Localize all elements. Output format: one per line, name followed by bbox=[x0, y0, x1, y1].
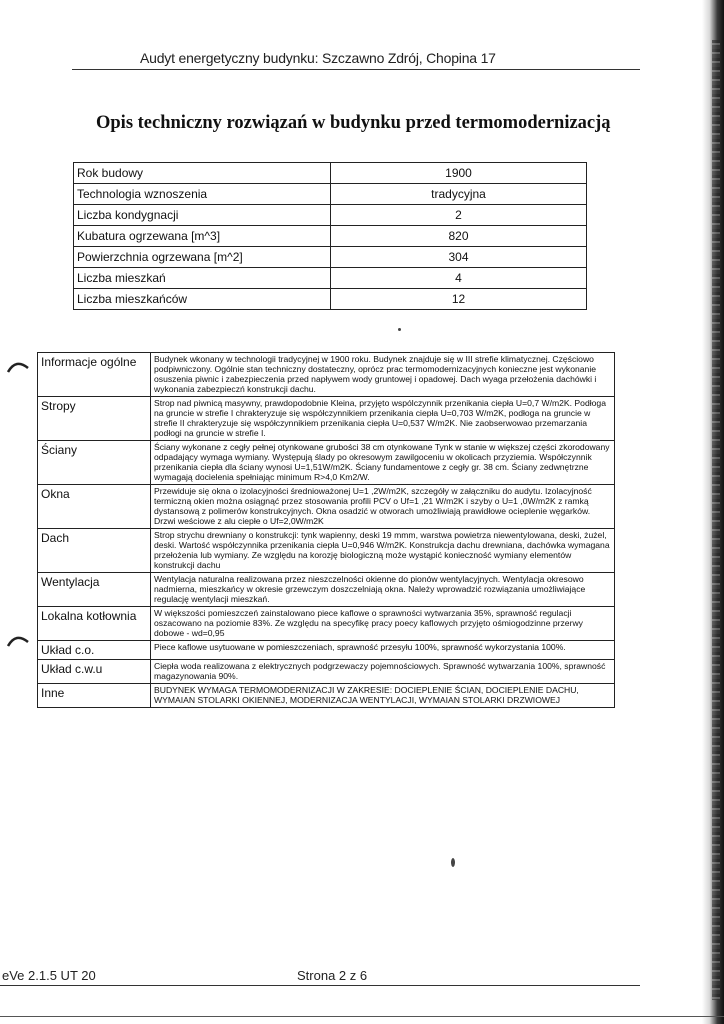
building-summary-table bbox=[73, 162, 587, 310]
technical-description-table bbox=[37, 352, 615, 708]
scan-speck bbox=[398, 328, 401, 331]
binding-mark-icon bbox=[6, 632, 30, 648]
detail-category: Okna bbox=[38, 485, 151, 529]
summary-value: 304 bbox=[331, 247, 587, 268]
summary-value: 820 bbox=[331, 226, 587, 247]
summary-label: Liczba kondygnacji bbox=[74, 205, 331, 226]
detail-category: Ściany bbox=[38, 441, 151, 485]
table-row bbox=[38, 641, 615, 660]
detail-description: Piece kaflowe usytuowane w pomieszczeniach, sprawność przesyłu 100%, sprawność wykorzystania 100%. bbox=[151, 641, 615, 660]
table-row bbox=[38, 660, 615, 684]
table-row bbox=[38, 397, 615, 441]
detail-description: Budynek wkonany w technologii tradycyjnej w 1900 roku. Budynek znajduje się w III strefie klimatycznej. Częściowo podpiwniczony. Ogólnie stan techniczny dostateczny, oprócz prac termomodernizacyjnych konieczne jest wykonanie osuszenia piwnic i zabezpieczenia przed napływem wody gruntowej i opadowej. Dach wyaga przełożenia dachówki i wykonania zabezpieczń konstrukcji dachu. bbox=[151, 353, 615, 397]
table-row bbox=[38, 485, 615, 529]
summary-label: Kubatura ogrzewana [m^3] bbox=[74, 226, 331, 247]
summary-value: 12 bbox=[331, 289, 587, 310]
page-title: Opis techniczny rozwiązań w budynku przed termomodernizacją bbox=[96, 113, 611, 133]
table-row bbox=[74, 226, 587, 247]
table-row bbox=[38, 573, 615, 607]
scan-edge-shadow bbox=[702, 0, 724, 1024]
table-row bbox=[74, 247, 587, 268]
detail-description: Strop nad piwnicą masywny, prawdopodobnie Kleina, przyjęto wspólczynnik przenikania ciepła U=0,7 W/m2K. Podłoga na gruncie w strefie I chrakteryzuje się współczynnikiem przenikania ciepła U=0,703 W/m2K, podłoga na gruncie w strefie II chrakteryzuje się współczynnikiem przenikania ciepła U=0,537 W/m2K. Nie zaobserwowao przemarzania podłogi na gruncie w strefie I. bbox=[151, 397, 615, 441]
detail-description: Strop strychu drewniany o konstrukcji: tynk wapienny, deski 19 mmm, warstwa powietrza niewentylowana, deski, żużel, deski. Wartość współczynnika przenikania ciepła U=0,946 W/m2K. Konstrukcja dachu drewniana, dachówka wymagana przełożenia lub wymiany. Ze względu na korozję biologiczną może wystąpić konieczność wymiany elementów konstrukcji dachu bbox=[151, 529, 615, 573]
detail-category: Stropy bbox=[38, 397, 151, 441]
page-bottom-rule bbox=[0, 1016, 724, 1017]
detail-category: Dach bbox=[38, 529, 151, 573]
summary-label: Powierzchnia ogrzewana [m^2] bbox=[74, 247, 331, 268]
table-row bbox=[38, 441, 615, 485]
summary-value: 1900 bbox=[331, 163, 587, 184]
table-row bbox=[38, 353, 615, 397]
detail-description: Wentylacja naturalna realizowana przez nieszczelności okienne do pionów wentylacyjnych. Wentylacja okresowo nadmierna, mieszkańcy w okresie grzewczym doszczelniają okna. Należy wprowadzić rozwiązania umożliwiające regulację wentylacji mieszkań. bbox=[151, 573, 615, 607]
detail-category: Informacje ogólne bbox=[38, 353, 151, 397]
detail-category: Układ c.o. bbox=[38, 641, 151, 660]
summary-label: Rok budowy bbox=[74, 163, 331, 184]
detail-description: W większości pomieszczeń zainstalowano piece kaflowe o sprawności wytwarzania 35%, sprawność regulacji oszacowano na poziomie 83%. Ze względu na specyfikę pracy poecy kaflowych przyjęto ośmiogodzinne przerwy dobowe - wd=0,95 bbox=[151, 607, 615, 641]
detail-category: Inne bbox=[38, 684, 151, 708]
detail-category: Układ c.w.u bbox=[38, 660, 151, 684]
detail-description: Przewiduje się okna o izolacyjności średnioważonej U=1 ,2W/m2K, szczegóły w załączniku do audytu. Izolacyjność termiczną okien można osiągnąć przez stosowania profili PCV o Uf=1 ,21 W/m2K i szyby o U=1 ,0W/m2K z ramką dystansową z polimerów konstrukcyjnych. Okna osadzić w otworach umożliwiają prawidłowe ocieplenie węgarków. Drzwi weściowe z alu ciepłe o Uf=2,0W/m2K bbox=[151, 485, 615, 529]
table-row bbox=[74, 268, 587, 289]
table-row bbox=[74, 289, 587, 310]
table-row bbox=[74, 205, 587, 226]
summary-label: Technologia wznoszenia bbox=[74, 184, 331, 205]
detail-description: BUDYNEK WYMAGA TERMOMODERNIZACJI W ZAKRESIE: DOCIEPLENIE ŚCIAN, DOCIEPLENIE DACHU, WYMAIAN STOLARKI OKIENNEJ, MODERNIZACJA WENTYLACJI, WYMAIAN STOLARKI DRZWIOWEJ bbox=[151, 684, 615, 708]
page-number: Strona 2 z 6 bbox=[297, 968, 368, 983]
table-row bbox=[38, 529, 615, 573]
document-header: Audyt energetyczny budynku: Szczawno Zdrój, Chopina 17 bbox=[140, 50, 496, 66]
table-row bbox=[74, 163, 587, 184]
detail-category: Lokalna kotłownia bbox=[38, 607, 151, 641]
binding-mark-icon bbox=[6, 358, 30, 374]
detail-description: Ściany wykonane z cegły pełnej otynkowane grubości 38 cm otynkowane Tynk w stanie w większej części zkorodowany odpadający wymaga wymiany. Występują ślady po okresowym zawilgoceniu w okolicach przyziemia. Współczynnik przenikania ciepła dla ściany wynosi U=1,51W/m2K. Ściany fundamentowe z cegły gr. 38 cm. Ściany zedwnętrzne wymagają docielenia spełniając minimum R>4,0 Km2/W. bbox=[151, 441, 615, 485]
summary-label: Liczba mieszkańców bbox=[74, 289, 331, 310]
summary-label: Liczba mieszkań bbox=[74, 268, 331, 289]
summary-value: 4 bbox=[331, 268, 587, 289]
table-row bbox=[38, 607, 615, 641]
detail-category: Wentylacja bbox=[38, 573, 151, 607]
summary-value: 2 bbox=[331, 205, 587, 226]
summary-value: tradycyjna bbox=[331, 184, 587, 205]
header-rule bbox=[72, 69, 640, 70]
software-version: eVe 2.1.5 UT 20 bbox=[2, 968, 96, 983]
scan-speck bbox=[451, 858, 455, 867]
footer-rule bbox=[0, 985, 640, 986]
table-row bbox=[38, 684, 615, 708]
detail-description: Ciepła woda realizowana z elektrycznych podgrzewaczy pojemnościowych. Sprawność wytwarzania 100%, sprawność magazynowania 90%. bbox=[151, 660, 615, 684]
table-row bbox=[74, 184, 587, 205]
